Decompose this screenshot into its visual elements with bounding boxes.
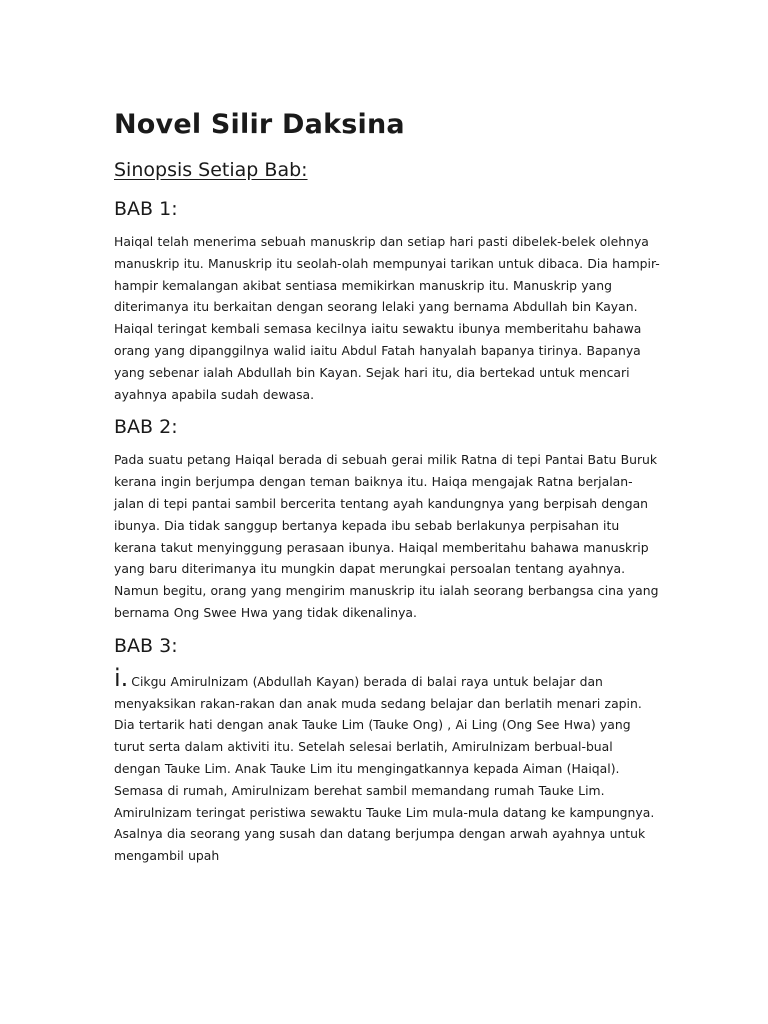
enumeration-marker: i. <box>114 663 129 692</box>
section-bab-3 <box>114 630 660 867</box>
section-paragraph-bab-3 <box>114 663 660 867</box>
document-title: Novel Silir Daksina <box>114 109 405 140</box>
section-heading-bab-1: BAB 1: <box>114 198 178 220</box>
section-bab-1 <box>114 193 660 405</box>
section-heading-bab-3: BAB 3: <box>114 634 178 657</box>
document-subtitle: Sinopsis Setiap Bab: <box>114 159 308 181</box>
section-heading-bab-2: BAB 2: <box>114 416 178 439</box>
section-paragraph-bab-1: Haiqal telah menerima sebuah manuskrip dan setiap hari pasti dibelek-belek olehnya manuskrip itu. Manuskrip itu seolah-olah mempunyai tarikan untuk dibaca. Dia hampir-hampir kemalangan akibat sentiasa memikirkan manuskrip itu. Manuskrip yang diterimanya itu berkaitan dengan seorang lelaki yang bernama Abdullah bin Kayan. Haiqal teringat kembali semasa kecilnya iaitu sewaktu ibunya memberitahu bahawa orang yang dipanggilnya walid iaitu Abdul Fatah hanyalah bapanya tirinya. Bapanya yang sebenar ialah Abdullah bin Kayan. Sejak hari itu, dia bertekad untuk mencari ayahnya apabila sudah dewasa. <box>114 234 660 402</box>
section-paragraph-bab-2: Pada suatu petang Haiqal berada di sebuah gerai milik Ratna di tepi Pantai Batu Buruk kerana ingin berjumpa dengan teman baiknya itu. Haiqa mengajak Ratna berjalan-jalan di tepi pantai sambil bercerita tentang ayah kandungnya yang berpisah dengan ibunya. Dia tidak sanggup bertanya kepada ibu sebab berlakunya perpisahan itu kerana takut menyinggung perasaan ibunya. Haiqal memberitahu bahawa manuskrip yang baru diterimanya itu mungkin dapat merungkai persoalan tentang ayahnya. Namun begitu, orang yang mengirim manuskrip itu ialah seorang berbangsa cina yang bernama Ong Swee Hwa yang tidak dikenalinya. <box>114 452 659 620</box>
section-paragraph-text: Cikgu Amirulnizam (Abdullah Kayan) berada di balai raya untuk belajar dan menyaksikan rakan-rakan dan anak muda sedang belajar dan berlatih menari zapin. Dia tertarik hati dengan anak Tauke Lim (Tauke Ong) , Ai Ling (Ong See Hwa) yang turut serta dalam aktiviti itu. Setelah selesai berlatih, Amirulnizam berbual-bual dengan Tauke Lim. Anak Tauke Lim itu mengingatkannya kepada Aiman (Haiqal). Semasa di rumah, Amirulnizam berehat sambil memandang rumah Tauke Lim. Amirulnizam teringat peristiwa sewaktu Tauke Lim mula-mula datang ke kampungnya. Asalnya dia seorang yang susah dan datang berjumpa dengan arwah ayahnya untuk mengambil upah <box>114 673 655 864</box>
section-bab-2 <box>114 411 660 623</box>
document-content <box>114 105 660 867</box>
